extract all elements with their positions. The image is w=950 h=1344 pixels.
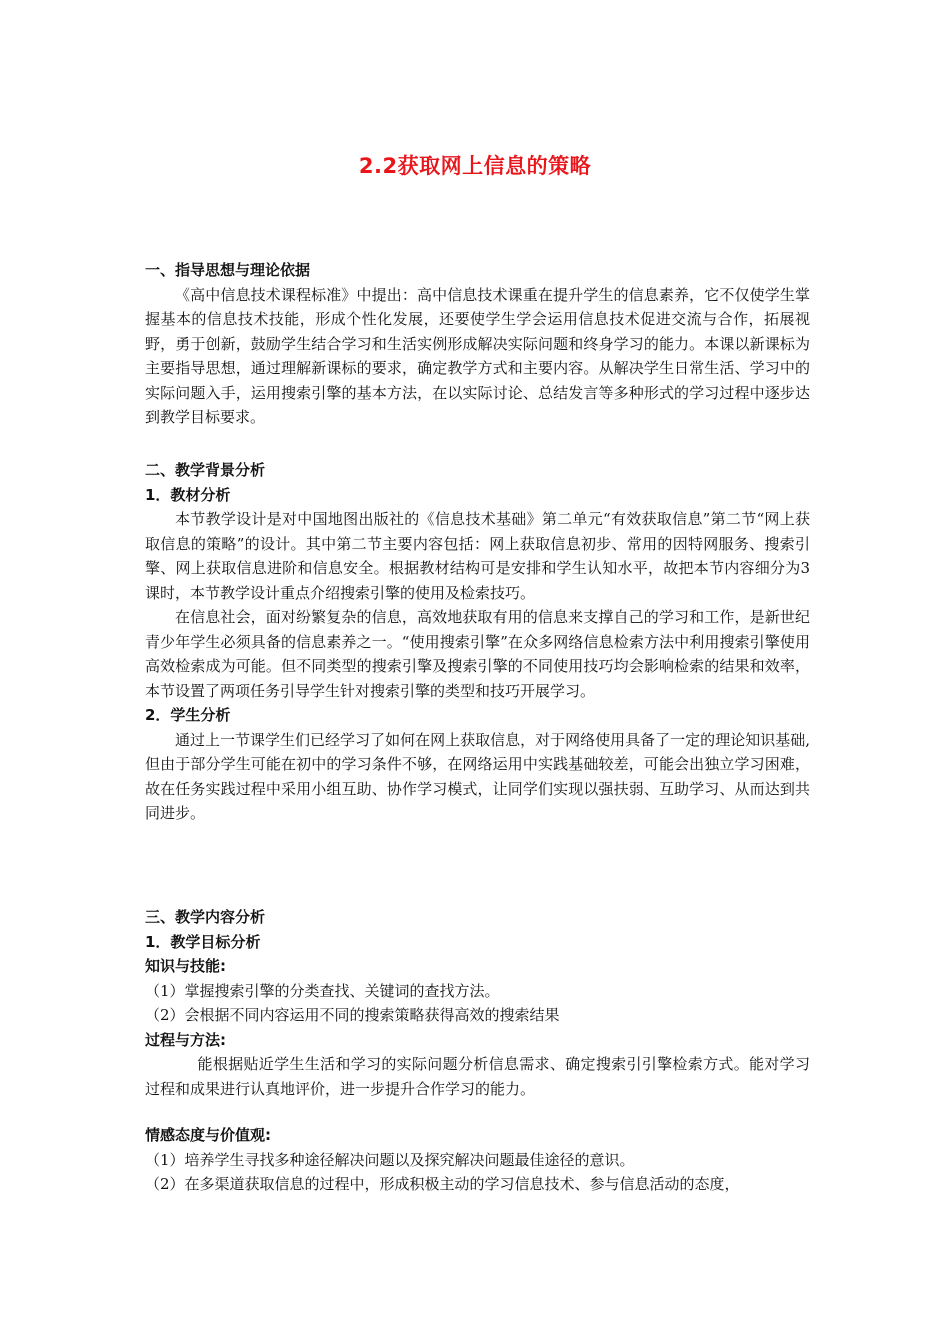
list-item: （1）培养学生寻找多种途径解决问题以及探究解决问题最佳途径的意识。	[145, 1150, 635, 1169]
subsection-heading: 2．学生分析	[145, 706, 231, 724]
section-heading: 三、教学内容分析	[145, 908, 266, 926]
paragraph: 能根据贴近学生生活和学习的实际问题分析信息需求、确定搜索引引擎检索方式。能对学习过程和成果进行认真地评价，进一步提升合作学习的能力。	[145, 1055, 810, 1098]
label-knowledge-skills: 知识与技能:	[145, 957, 226, 975]
subsection-heading: 1．教学目标分析	[145, 932, 261, 951]
section-heading: 一、指导思想与理论依据	[145, 261, 311, 279]
section-background-analysis	[145, 458, 810, 826]
section-heading: 二、教学背景分析	[145, 461, 266, 479]
label-process-methods: 过程与方法:	[145, 1030, 226, 1049]
list-item: （1）掌握搜索引擎的分类查找、关键词的查找方法。	[145, 981, 500, 1000]
document-title: 2.2获取网上信息的策略	[358, 154, 592, 178]
subsection-heading: 1．教材分析	[145, 485, 231, 504]
paragraph: 通过上一节课学生们已经学习了如何在网上获取信息，对于网络使用具备了一定的理论知识基础,但由于部分学生可能在初中的学习条件不够，在网络运用中实践基础较差，可能会出独立学习困难，故在任务实践过程中采用小组互助、协作学习模式，让同学们实现以强扶弱、互助学习、从而达到共同进步。	[145, 730, 810, 822]
paragraph: 《高中信息技术课程标准》中提出：高中信息技术课重在提升学生的信息素养，它不仅使学生掌握基本的信息技术技能，形成个性化发展，还要使学生学会运用信息技术促进交流与合作，拓展视野，勇于创新，鼓励学生结合学习和生活实例形成解决实际问题和终身学习的能力。本课以新课标为主要指导思想，通过理解新课标的要求，确定教学方式和主要内容。从解决学生日常生活、学习中的实际问题入手，运用搜索引擎的基本方法，在以实际讨论、总结发言等多种形式的学习过程中逐步达到教学目标要求。	[145, 285, 810, 426]
paragraph: 本节教学设计是对中国地图出版社的《信息技术基础》第二单元“有效获取信息”第二节“网上获取信息的策略”的设计。其中第二节主要内容包括：网上获取信息初步、常用的因特网服务、搜索引擎、网上获取信息进阶和信息安全。根据教材结构可是安排和学生认知水平，故把本节内容细分为3课时，本节教学设计重点介绍搜索引擎的使用及检索技巧。	[145, 510, 810, 602]
section-content-analysis	[145, 905, 810, 1197]
list-item: （2）会根据不同内容运用不同的搜索策略获得高效的搜索结果	[145, 1006, 560, 1024]
paragraph: 在信息社会，面对纷繁复杂的信息，高效地获取有用的信息来支撑自己的学习和工作，是新世纪青少年学生必须具备的信息素养之一。“使用搜索引擎”在众多网络信息检索方法中利用搜索引擎使用高效检索成为可能。但不同类型的搜索引擎及搜索引擎的不同使用技巧均会影响检索的结果和效率，本节设置了两项任务引导学生针对搜索引擎的类型和技巧开展学习。	[145, 608, 810, 700]
label-emotion-values: 情感态度与价值观:	[145, 1126, 271, 1144]
list-item: （2）在多渠道获取信息的过程中，形成积极主动的学习信息技术、参与信息活动的态度，	[145, 1175, 740, 1193]
section-guiding-ideas	[145, 258, 810, 430]
